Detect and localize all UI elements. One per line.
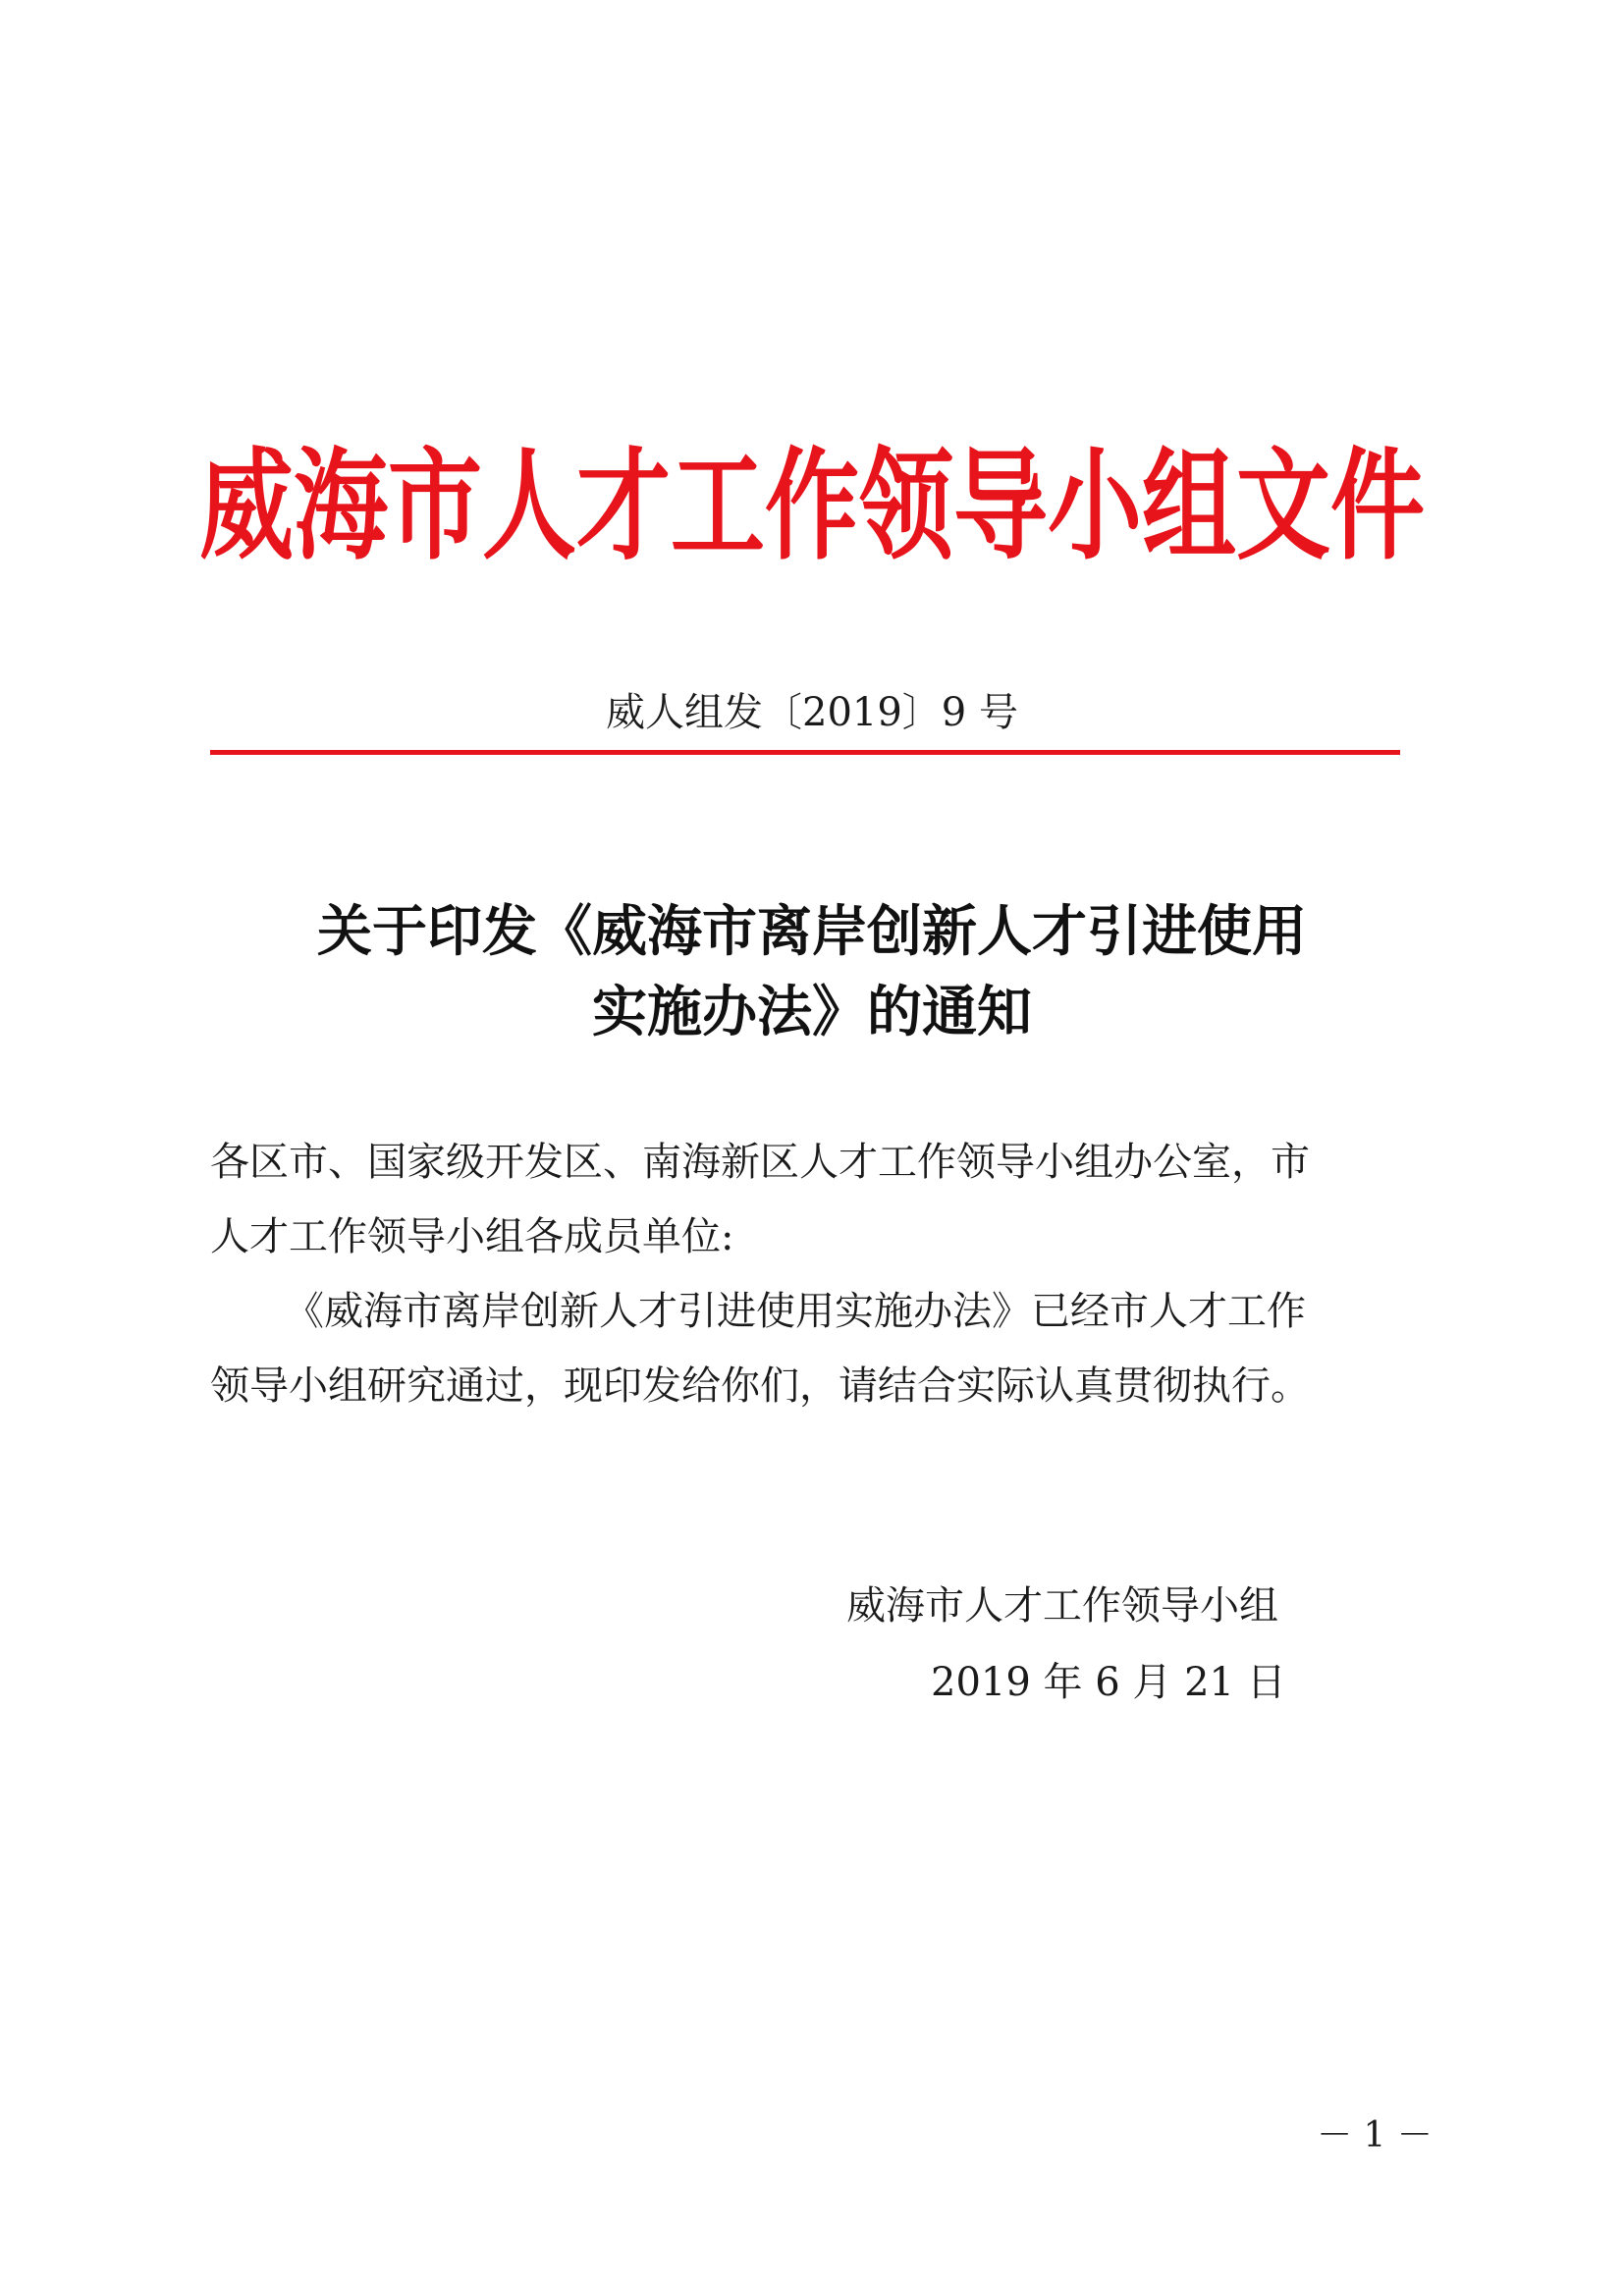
notice-title-line-1: 关于印发《威海市离岸创新人才引进使用 xyxy=(317,900,1307,964)
addressee-line-1: 各区市、国家级开发区、南海新区人才工作领导小组办公室，市 xyxy=(210,1140,1310,1185)
red-separator-rule xyxy=(210,750,1400,755)
addressee-line-2: 人才工作领导小组各成员单位: xyxy=(210,1214,734,1259)
body-paragraph-line-2: 领导小组研究通过，现印发给你们，请结合实际认真贯彻执行。 xyxy=(210,1363,1310,1409)
signature-date: 2019 年 6 月 21 日 xyxy=(931,1660,1286,1705)
document-number: 威人组发〔2019〕9 号 xyxy=(606,690,1018,735)
body-paragraph-line-1: 《威海市离岸创新人才引进使用实施办法》已经市人才工作 xyxy=(285,1289,1306,1334)
masthead-title: 威海市人才工作领导小组文件 xyxy=(199,436,1425,577)
signature-organization: 威海市人才工作领导小组 xyxy=(846,1583,1278,1629)
page-number: － 1 － xyxy=(1317,2115,1433,2156)
notice-title-line-2: 实施办法》的通知 xyxy=(592,981,1032,1044)
